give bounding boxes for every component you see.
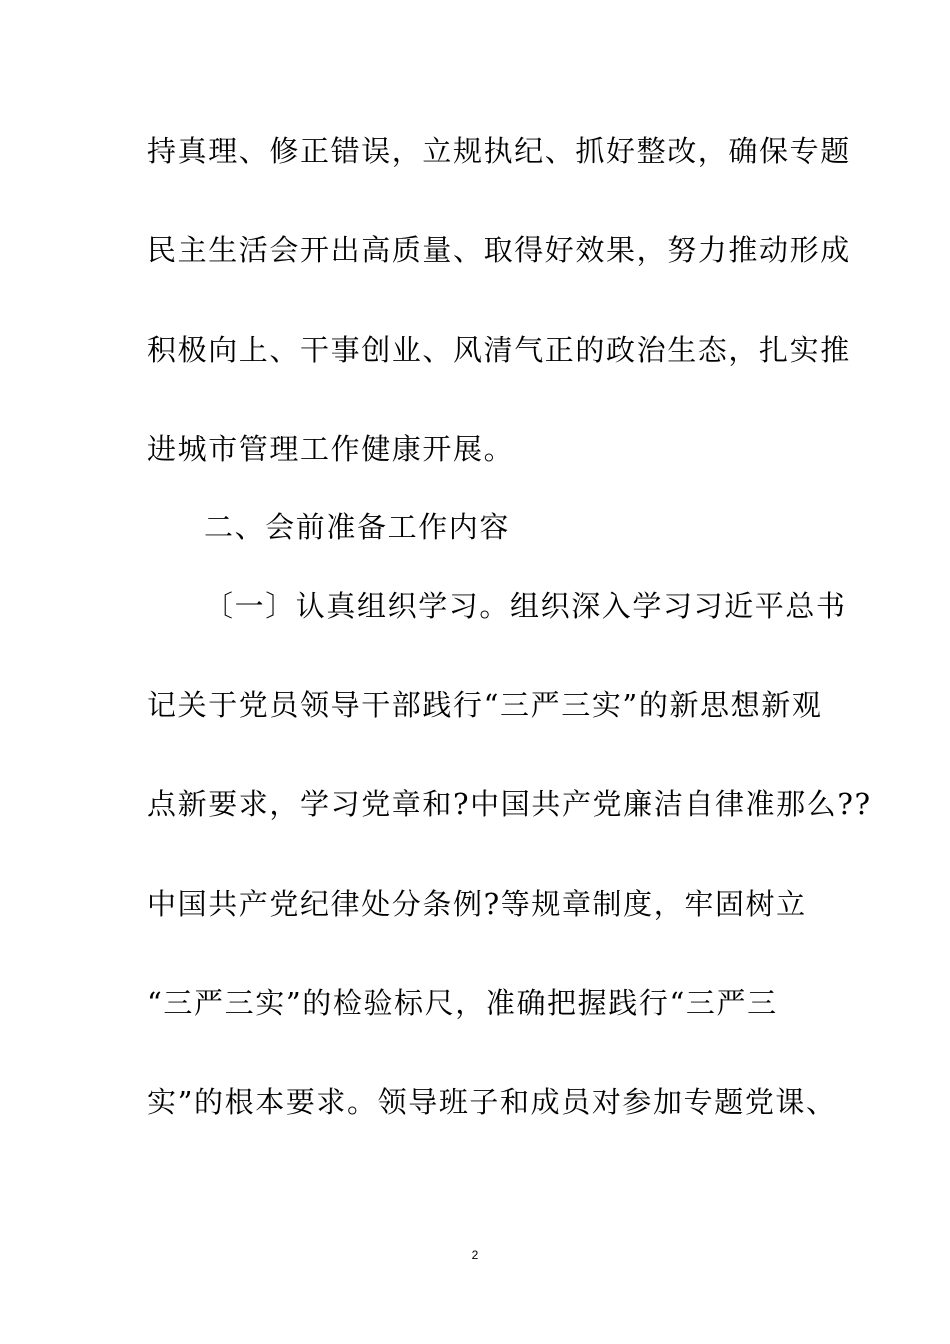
subsection-first-line: 〔一〕认真组织学习。组织深入学习习近平总书 xyxy=(204,589,847,623)
text-line-7: 记关于党员领导干部践行“三严三实”的新思想新观 xyxy=(147,688,823,722)
page-number: 2 xyxy=(471,1248,479,1262)
text-line-9: 中国共产党纪律处分条例?等规章制度，牢固树立 xyxy=(147,887,807,921)
text-line-3: 积极向上、干事创业、风清气正的政治生态，扎实推 xyxy=(147,333,851,367)
section-heading: 二、会前准备工作内容 xyxy=(204,510,511,544)
text-line-1: 持真理、修正错误，立规执纪、抓好整改，确保专题 xyxy=(147,134,851,168)
text-line-11: 实”的根本要求。领导班子和成员对参加专题党课、 xyxy=(147,1085,837,1119)
text-line-8: 点新要求，学习党章和?中国共产党廉洁自律准那么?? xyxy=(147,787,872,821)
text-line-10: “三严三实”的检验标尺，准确把握践行“三严三 xyxy=(147,986,778,1020)
text-line-4: 进城市管理工作健康开展。 xyxy=(147,432,515,466)
text-line-2: 民主生活会开出高质量、取得好效果，努力推动形成 xyxy=(147,233,851,267)
